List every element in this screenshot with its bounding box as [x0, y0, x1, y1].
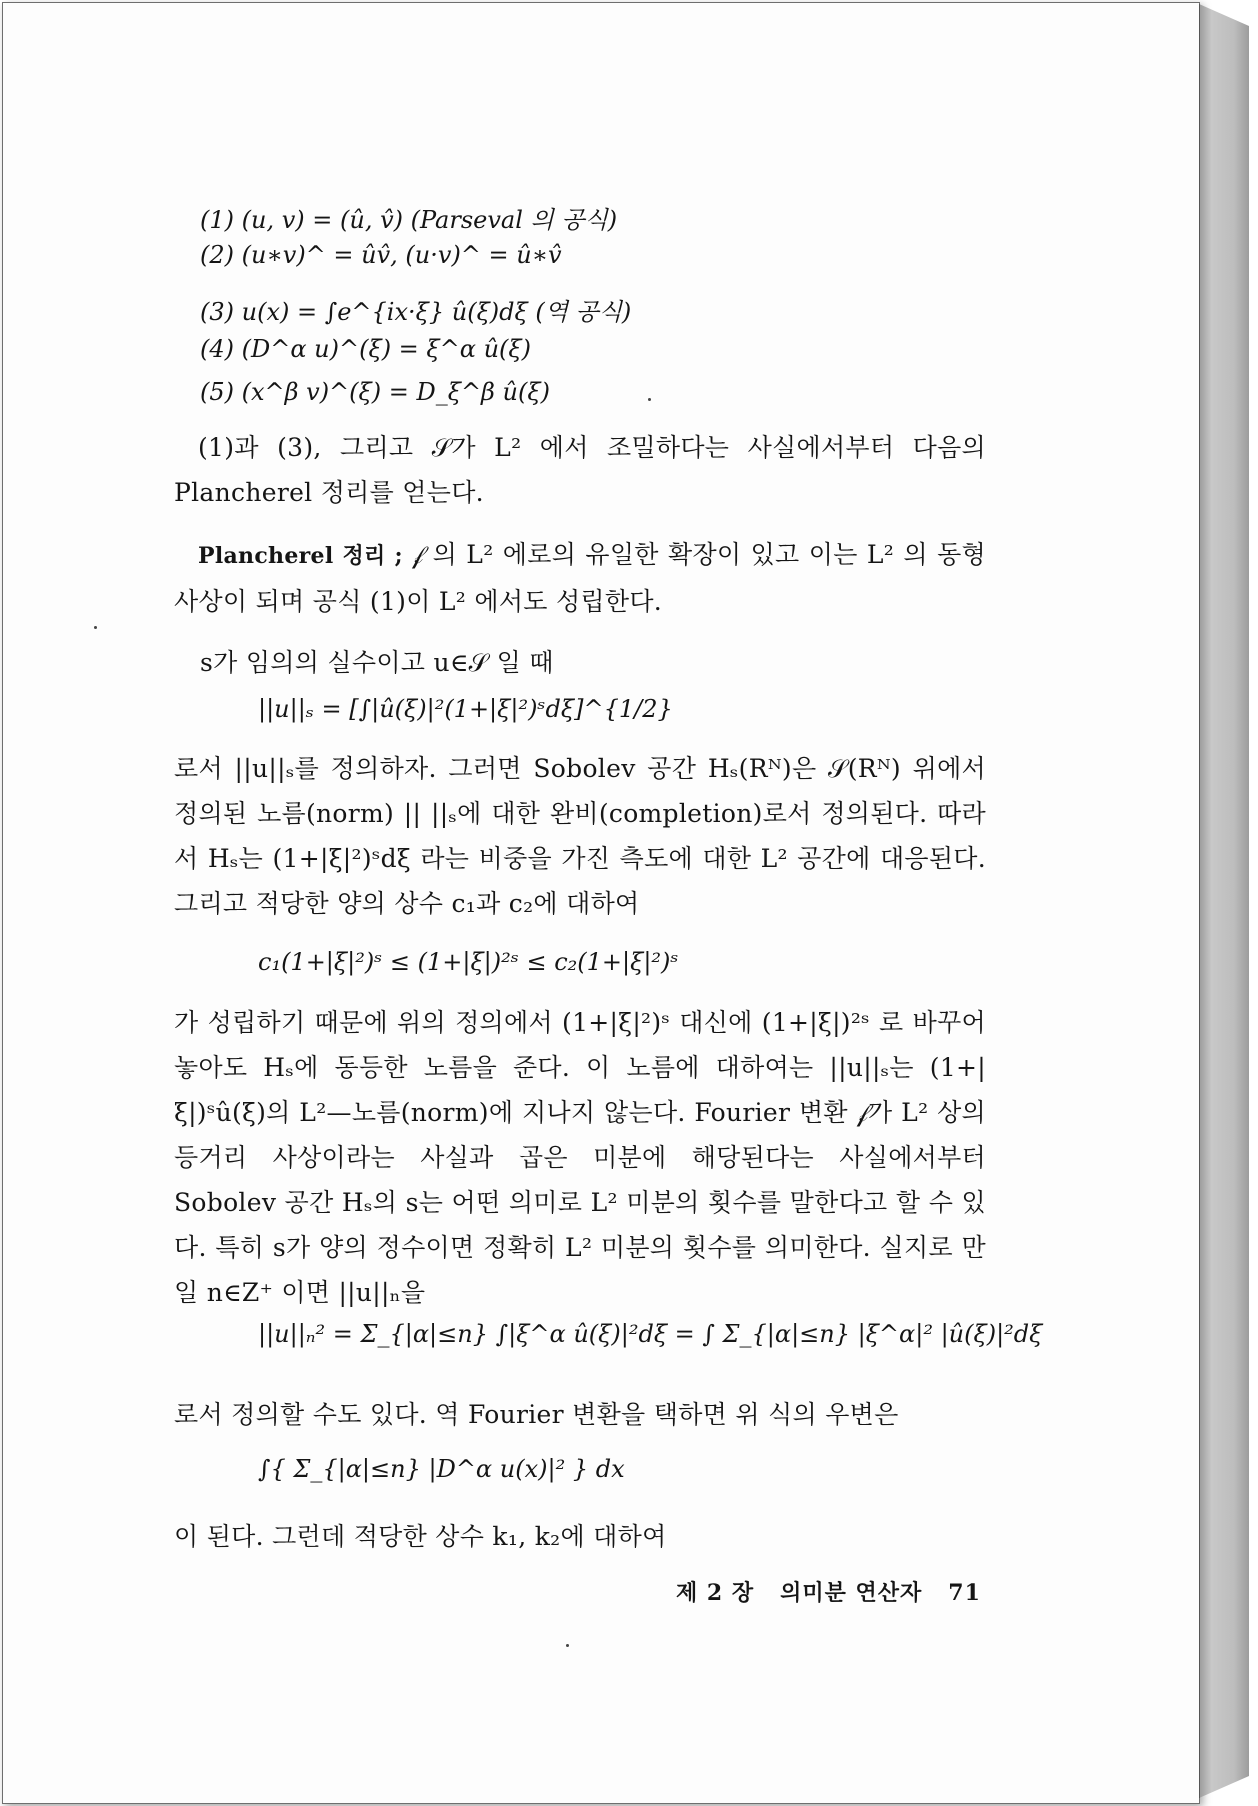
equation-inequality: c₁(1+|ξ|²)ˢ ≤ (1+|ξ|)²ˢ ≤ c₂(1+|ξ|²)ˢ [258, 948, 679, 976]
formula-2: (2) (u∗v)^ = ûv̂, (u·v)^ = û∗v̂ [200, 241, 562, 269]
scan-speck [648, 398, 651, 401]
equation-sum-norm: ||u||ₙ² = Σ_{|α|≤n} ∫|ξ^α û(ξ)|²dξ = ∫ Σ_{|α|≤n} |ξ^α|² |û(ξ)|²dξ [258, 1320, 1043, 1348]
page-footer [676, 1576, 981, 1607]
paragraph-equivalent-norm: 가 성립하기 때문에 위의 정의에서 (1+|ξ|²)ˢ 대신에 (1+|ξ|)²ˢ 로 바꾸어 놓아도 Hₛ에 동등한 노름을 준다. 이 노름에 대하여는 ||u||ₛ는 (1+|ξ|)ˢû(ξ)의 L²—노름(norm)에 지나지 않는다. Fourier 변환 𝒻가 L² 상의 등거리 사상이라는 사실과 곱은 미분에 해당된다는 사실에서부터 Sobolev 공간 Hₛ의 s는 어떤 의미로 L² 미분의 횟수를 말한다고 할 수 있다. 특히 s가 양의 정수이면 정확히 L² 미분의 횟수를 의미한다. 실지로 만일 n∈Z⁺ 이면 ||u||ₙ을 [174, 1008, 986, 1307]
equation-sobolev-norm: ||u||ₛ = [∫|û(ξ)|²(1+|ξ|²)ˢdξ]^{1/2} [258, 695, 673, 723]
paragraph-constants: 이 된다. 그런데 적당한 상수 k₁, k₂에 대하여 [174, 1522, 667, 1551]
footer-chapter: 제 2 장 [676, 1580, 755, 1606]
formula-4: (4) (D^α u)^(ξ) = ξ^α û(ξ) [200, 335, 531, 363]
scan-speck [566, 1644, 569, 1647]
page-number: 71 [948, 1580, 981, 1606]
theorem-body: 𝒻 의 L² 에로의 유일한 확장이 있고 이는 L² 의 동형 사상이 되며 공식 (1)이 L² 에서도 성립한다. [174, 540, 986, 616]
formula-1: (1) (u, v) = (û, v̂) (Parseval 의 공식) [200, 206, 618, 234]
spine-divider [1199, 4, 1200, 1798]
formula-3: (3) u(x) = ∫e^{ix·ξ} û(ξ)dξ (역 공식) [200, 298, 632, 326]
formula-5: (5) (x^β v)^(ξ) = D_ξ^β û(ξ) [200, 378, 550, 406]
paragraph-sobolev-space: 로서 ||u||ₛ를 정의하자. 그러면 Sobolev 공간 Hₛ(Rᴺ)은 𝒮(Rᴺ) 위에서 정의된 노름(norm) || ||ₛ에 대한 완비(completion)로서 정의된다. 따라서 Hₛ는 (1+|ξ|²)ˢdξ 라는 비중을 가진 측도에 대한 L² 공간에 대응된다. 그리고 적당한 양의 상수 c₁과 c₂에 대하여 [174, 754, 986, 918]
theorem-heading: Plancherel 정리 ; [198, 543, 412, 569]
paragraph-plancherel-theorem [174, 532, 986, 624]
paragraph-definition-intro: s가 임의의 실수이고 u∈𝒮 일 때 [200, 648, 554, 677]
paragraph-inverse-fourier: 로서 정의할 수도 있다. 역 Fourier 변환을 택하면 위 식의 우변은 [174, 1400, 899, 1429]
scan-speck [94, 626, 97, 629]
paragraph-plancherel-intro: (1)과 (3), 그리고 𝒮가 L² 에서 조밀하다는 사실에서부터 다음의 Plancherel 정리를 얻는다. [174, 433, 986, 507]
book-spine-edge [1199, 4, 1249, 1798]
equation-derivative-integral: ∫{ Σ_{|α|≤n} |D^α u(x)|² } dx [258, 1455, 625, 1483]
footer-title: 의미분 연산자 [780, 1580, 923, 1606]
